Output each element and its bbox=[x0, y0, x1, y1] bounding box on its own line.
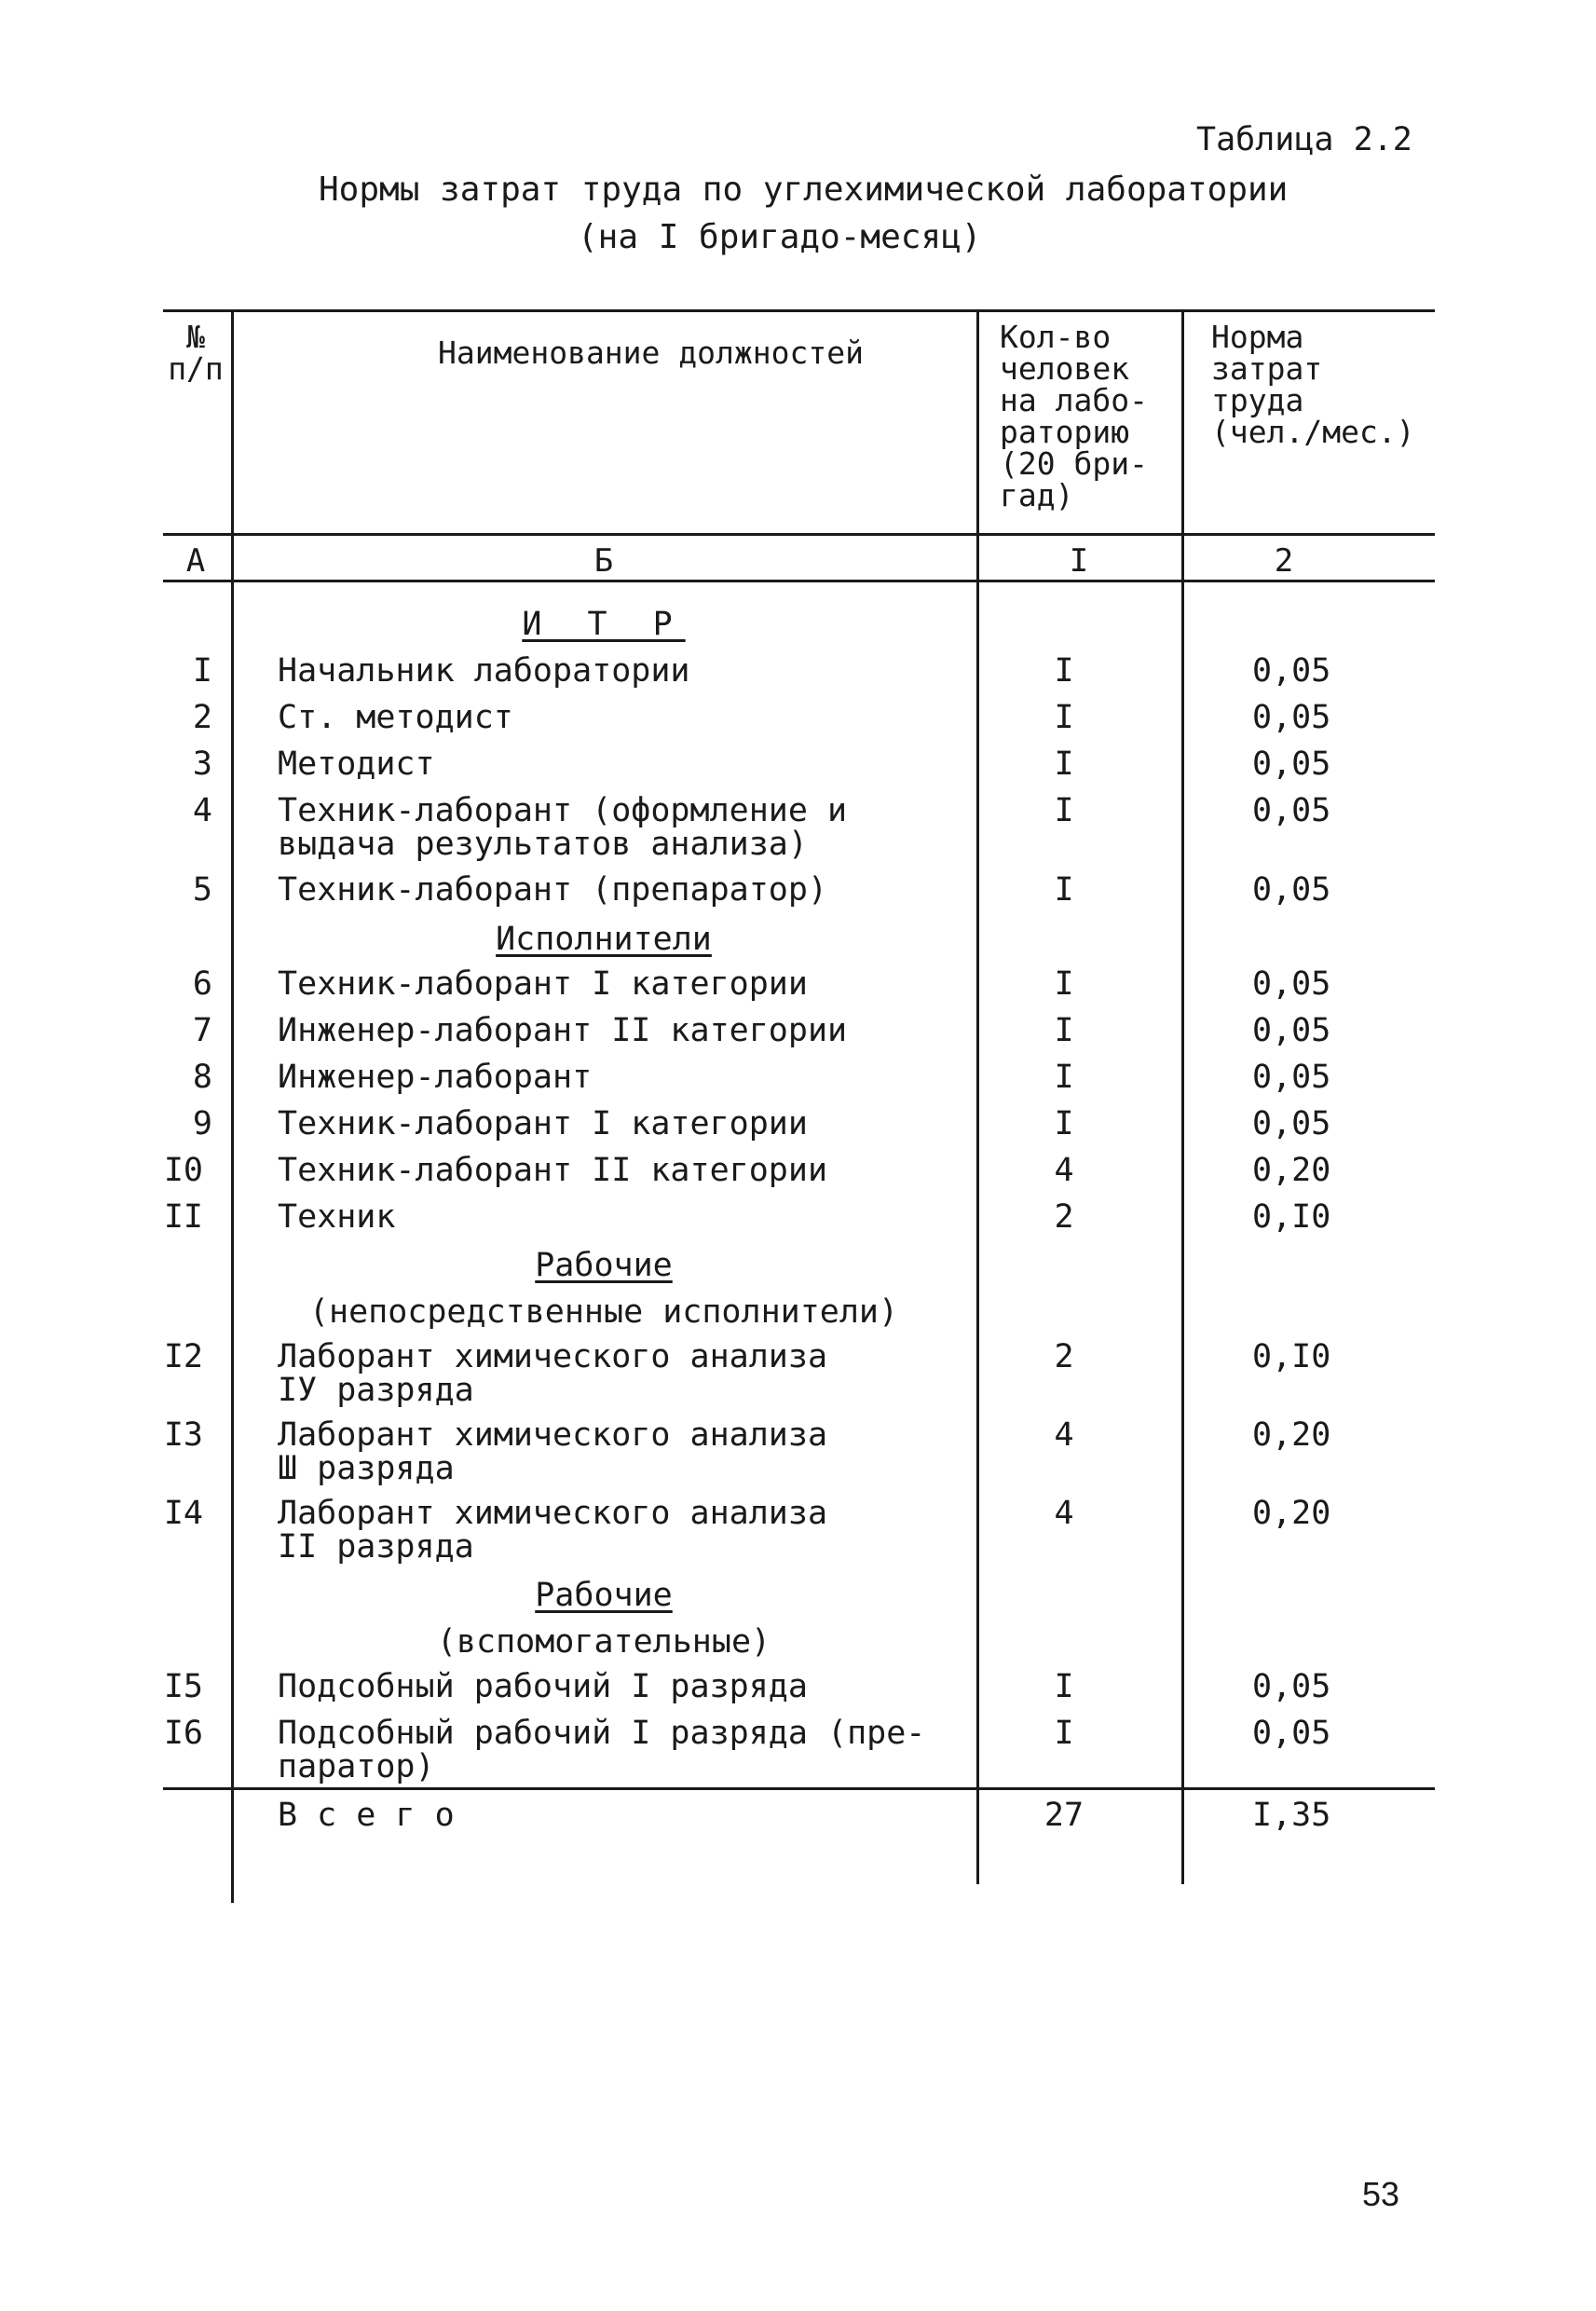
row-12-num: I2 bbox=[163, 1338, 203, 1375]
row-16-norm: 0,05 bbox=[1252, 1715, 1331, 1752]
row-15-num: I5 bbox=[163, 1668, 203, 1705]
row-16-num: I6 bbox=[163, 1715, 203, 1752]
row-10-norm: 0,20 bbox=[1252, 1152, 1331, 1189]
row-12-norm: 0,I0 bbox=[1252, 1338, 1331, 1375]
header-bottom-rule bbox=[163, 533, 1435, 536]
row-14-name: Лаборант химического анализа II разряда bbox=[278, 1495, 828, 1566]
section-workers-aux-title: Рабочие bbox=[535, 1577, 673, 1614]
row-1-norm: 0,05 bbox=[1252, 652, 1331, 690]
row-14-num: I4 bbox=[163, 1495, 203, 1532]
page-number: 53 bbox=[1362, 2175, 1400, 2213]
column-code-2: 2 bbox=[1274, 542, 1294, 580]
total-count: 27 bbox=[1044, 1797, 1084, 1834]
code-row-bottom-rule bbox=[163, 580, 1435, 582]
row-9-count: I bbox=[1054, 1105, 1074, 1142]
row-4-name: Техник-лаборант (оформление и выдача результатов анализа) bbox=[278, 792, 848, 863]
row-6-norm: 0,05 bbox=[1252, 965, 1331, 1003]
row-14-norm: 0,20 bbox=[1252, 1495, 1331, 1532]
table-label: Таблица 2.2 bbox=[1196, 121, 1412, 158]
section-itr: И Т Р bbox=[522, 606, 686, 643]
row-15-norm: 0,05 bbox=[1252, 1668, 1331, 1705]
row-6-count: I bbox=[1054, 965, 1074, 1003]
row-13-name: Лаборант химического анализа Ш разряда bbox=[278, 1416, 828, 1487]
table-top-rule bbox=[163, 309, 1435, 312]
header-norm: Норма затрат труда (чел./мес.) bbox=[1211, 319, 1415, 450]
row-11-num: II bbox=[163, 1198, 203, 1236]
total-label: В с е г о bbox=[278, 1797, 455, 1834]
header-num: № п/п bbox=[168, 319, 224, 387]
row-8-num: 8 bbox=[192, 1059, 212, 1096]
row-7-num: 7 bbox=[192, 1012, 212, 1049]
row-8-count: I bbox=[1054, 1059, 1074, 1096]
row-7-count: I bbox=[1054, 1012, 1074, 1049]
row-4-norm: 0,05 bbox=[1252, 792, 1331, 829]
row-9-norm: 0,05 bbox=[1252, 1105, 1331, 1142]
row-4-num: 4 bbox=[192, 792, 212, 829]
section-workers-aux-sub: (вспомогательные) bbox=[436, 1623, 771, 1661]
row-8-name: Инженер-лаборант bbox=[278, 1059, 593, 1096]
row-2-num: 2 bbox=[192, 699, 212, 736]
row-6-num: 6 bbox=[192, 965, 212, 1003]
row-10-name: Техник-лаборант II категории bbox=[278, 1152, 828, 1189]
row-13-norm: 0,20 bbox=[1252, 1416, 1331, 1454]
header-count: Кол-во человек на лабо- раторию (20 бри- гад) bbox=[1000, 319, 1148, 513]
column-code-a: А bbox=[185, 542, 206, 580]
row-14-count: 4 bbox=[1054, 1495, 1074, 1532]
row-2-norm: 0,05 bbox=[1252, 699, 1331, 736]
row-10-count: 4 bbox=[1054, 1152, 1074, 1189]
total-norm: I,35 bbox=[1252, 1797, 1331, 1834]
section-workers-direct-title: Рабочие bbox=[535, 1247, 673, 1284]
row-16-count: I bbox=[1054, 1715, 1074, 1752]
row-1-count: I bbox=[1054, 652, 1074, 690]
header-name: Наименование должностей bbox=[438, 335, 864, 371]
row-1-name: Начальник лаборатории bbox=[278, 652, 690, 690]
column-code-1: I bbox=[1069, 542, 1089, 580]
section-executors: Исполнители bbox=[496, 921, 712, 958]
row-5-count: I bbox=[1054, 871, 1074, 909]
total-top-rule bbox=[163, 1787, 1435, 1790]
row-3-name: Методист bbox=[278, 745, 435, 783]
row-9-num: 9 bbox=[192, 1105, 212, 1142]
row-3-norm: 0,05 bbox=[1252, 745, 1331, 783]
row-15-count: I bbox=[1054, 1668, 1074, 1705]
row-3-count: I bbox=[1054, 745, 1074, 783]
row-15-name: Подсобный рабочий I разряда bbox=[278, 1668, 808, 1705]
row-3-num: 3 bbox=[192, 745, 212, 783]
row-13-count: 4 bbox=[1054, 1416, 1074, 1454]
row-8-norm: 0,05 bbox=[1252, 1059, 1331, 1096]
row-11-name: Техник bbox=[278, 1198, 396, 1236]
row-13-num: I3 bbox=[163, 1416, 203, 1454]
table-subtitle: (на I бригадо-месяц) bbox=[578, 218, 982, 256]
row-11-norm: 0,I0 bbox=[1252, 1198, 1331, 1236]
row-5-num: 5 bbox=[192, 871, 212, 909]
row-6-name: Техник-лаборант I категории bbox=[278, 965, 808, 1003]
row-5-name: Техник-лаборант (препаратор) bbox=[278, 871, 828, 909]
row-7-norm: 0,05 bbox=[1252, 1012, 1331, 1049]
table-title: Нормы затрат труда по углехимической лаборатории bbox=[319, 171, 1289, 209]
row-10-num: I0 bbox=[163, 1152, 203, 1189]
column-code-b: Б bbox=[593, 542, 614, 580]
row-1-num: I bbox=[192, 652, 212, 690]
row-12-name: Лаборант химического анализа IУ разряда bbox=[278, 1338, 828, 1409]
row-4-count: I bbox=[1054, 792, 1074, 829]
row-16-name: Подсобный рабочий I разряда (пре- паратор) bbox=[278, 1715, 926, 1785]
row-12-count: 2 bbox=[1054, 1338, 1074, 1375]
section-workers-direct-sub: (непосредственные исполнители) bbox=[308, 1293, 899, 1331]
row-11-count: 2 bbox=[1054, 1198, 1074, 1236]
row-5-norm: 0,05 bbox=[1252, 871, 1331, 909]
row-9-name: Техник-лаборант I категории bbox=[278, 1105, 808, 1142]
row-7-name: Инженер-лаборант II категории bbox=[278, 1012, 848, 1049]
row-2-name: Ст. методист bbox=[278, 699, 513, 736]
row-2-count: I bbox=[1054, 699, 1074, 736]
